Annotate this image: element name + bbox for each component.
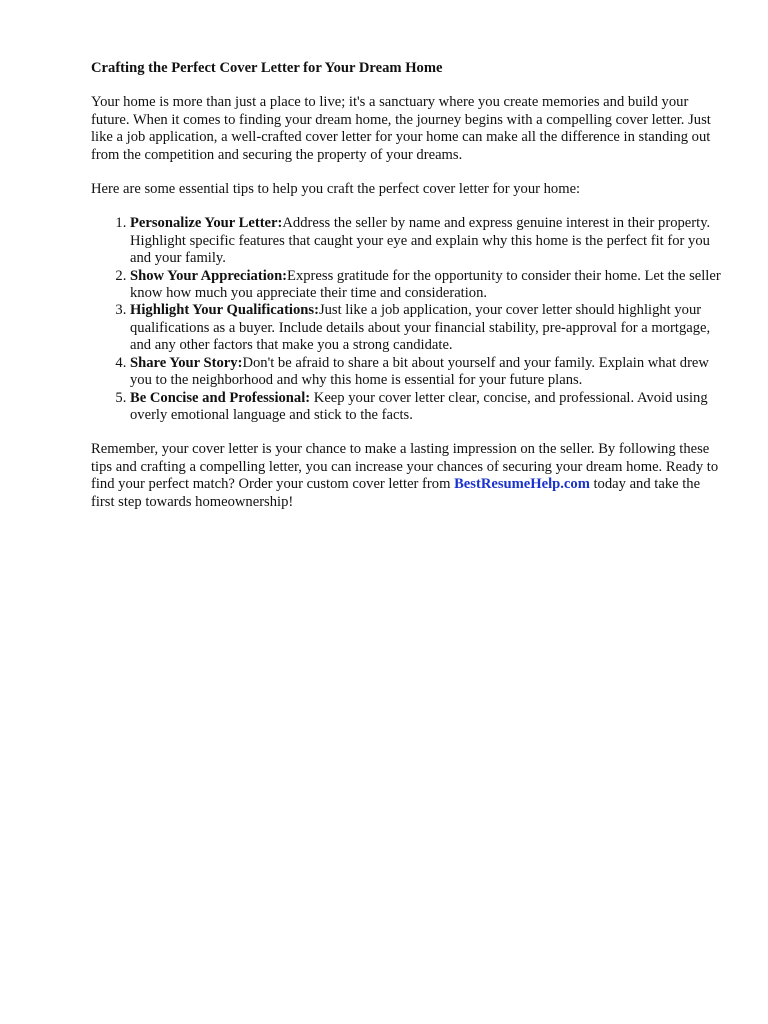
list-item xyxy=(130,302,727,354)
intro-paragraph: Your home is more than just a place to live; it's a sanctuary where you create memories and build your future. When it comes to finding your dream home, the journey begins with a compelling cover letter. Just like a job application, a well-crafted cover letter for your home can make all the difference in standing out from the competition and securing the property of your dreams. xyxy=(91,94,711,163)
closing-text-after: today and take the first step towards homeownership! xyxy=(91,476,701,510)
closing-text-before: Remember, your cover letter is your chance to make a lasting impression on the seller. By following these tips and crafting a compelling letter, you can increase your chances of securing your dream home. Ready to find your perfect match? Order your custom cover letter from xyxy=(91,441,719,493)
document-title: Crafting the Perfect Cover Letter for Your Dream Home xyxy=(91,60,443,76)
tip-title: Show Your Appreciation: xyxy=(130,267,288,284)
list-item xyxy=(130,268,727,303)
tip-title: Highlight Your Qualifications: xyxy=(130,302,319,319)
closing-paragraph xyxy=(91,441,727,511)
list-item xyxy=(130,390,727,425)
tips-list xyxy=(91,215,727,424)
tip-title: Share Your Story: xyxy=(130,354,243,371)
tip-title: Personalize Your Letter: xyxy=(130,215,283,232)
tip-text: Just like a job application, your cover letter should highlight your qualifications as a buyer. Include details about your financial stability, pre-approval for a mortgage, and any other factors that make you a strong candidate. xyxy=(130,302,711,354)
bestresumehelp-link[interactable]: BestResumeHelp.com xyxy=(454,476,590,493)
list-item xyxy=(130,355,727,390)
tip-text: Don't be afraid to share a bit about yourself and your family. Explain what drew you to the neighborhood and why this home is essential for your future plans. xyxy=(130,354,709,389)
tips-lead-paragraph: Here are some essential tips to help you craft the perfect cover letter for your home: xyxy=(91,181,581,198)
tip-text: Keep your cover letter clear, concise, and professional. Avoid using overly emotional language and stick to the facts. xyxy=(130,389,708,423)
list-item xyxy=(130,215,727,267)
document-page xyxy=(91,60,727,528)
tip-text: Address the seller by name and express genuine interest in their property. Highlight specific features that caught your eye and explain why this home is the perfect fit for you and your family. xyxy=(130,215,711,267)
tip-title: Be Concise and Professional: xyxy=(130,389,311,406)
tip-text: Express gratitude for the opportunity to consider their home. Let the seller know how much you appreciate their time and consideration. xyxy=(130,267,721,302)
